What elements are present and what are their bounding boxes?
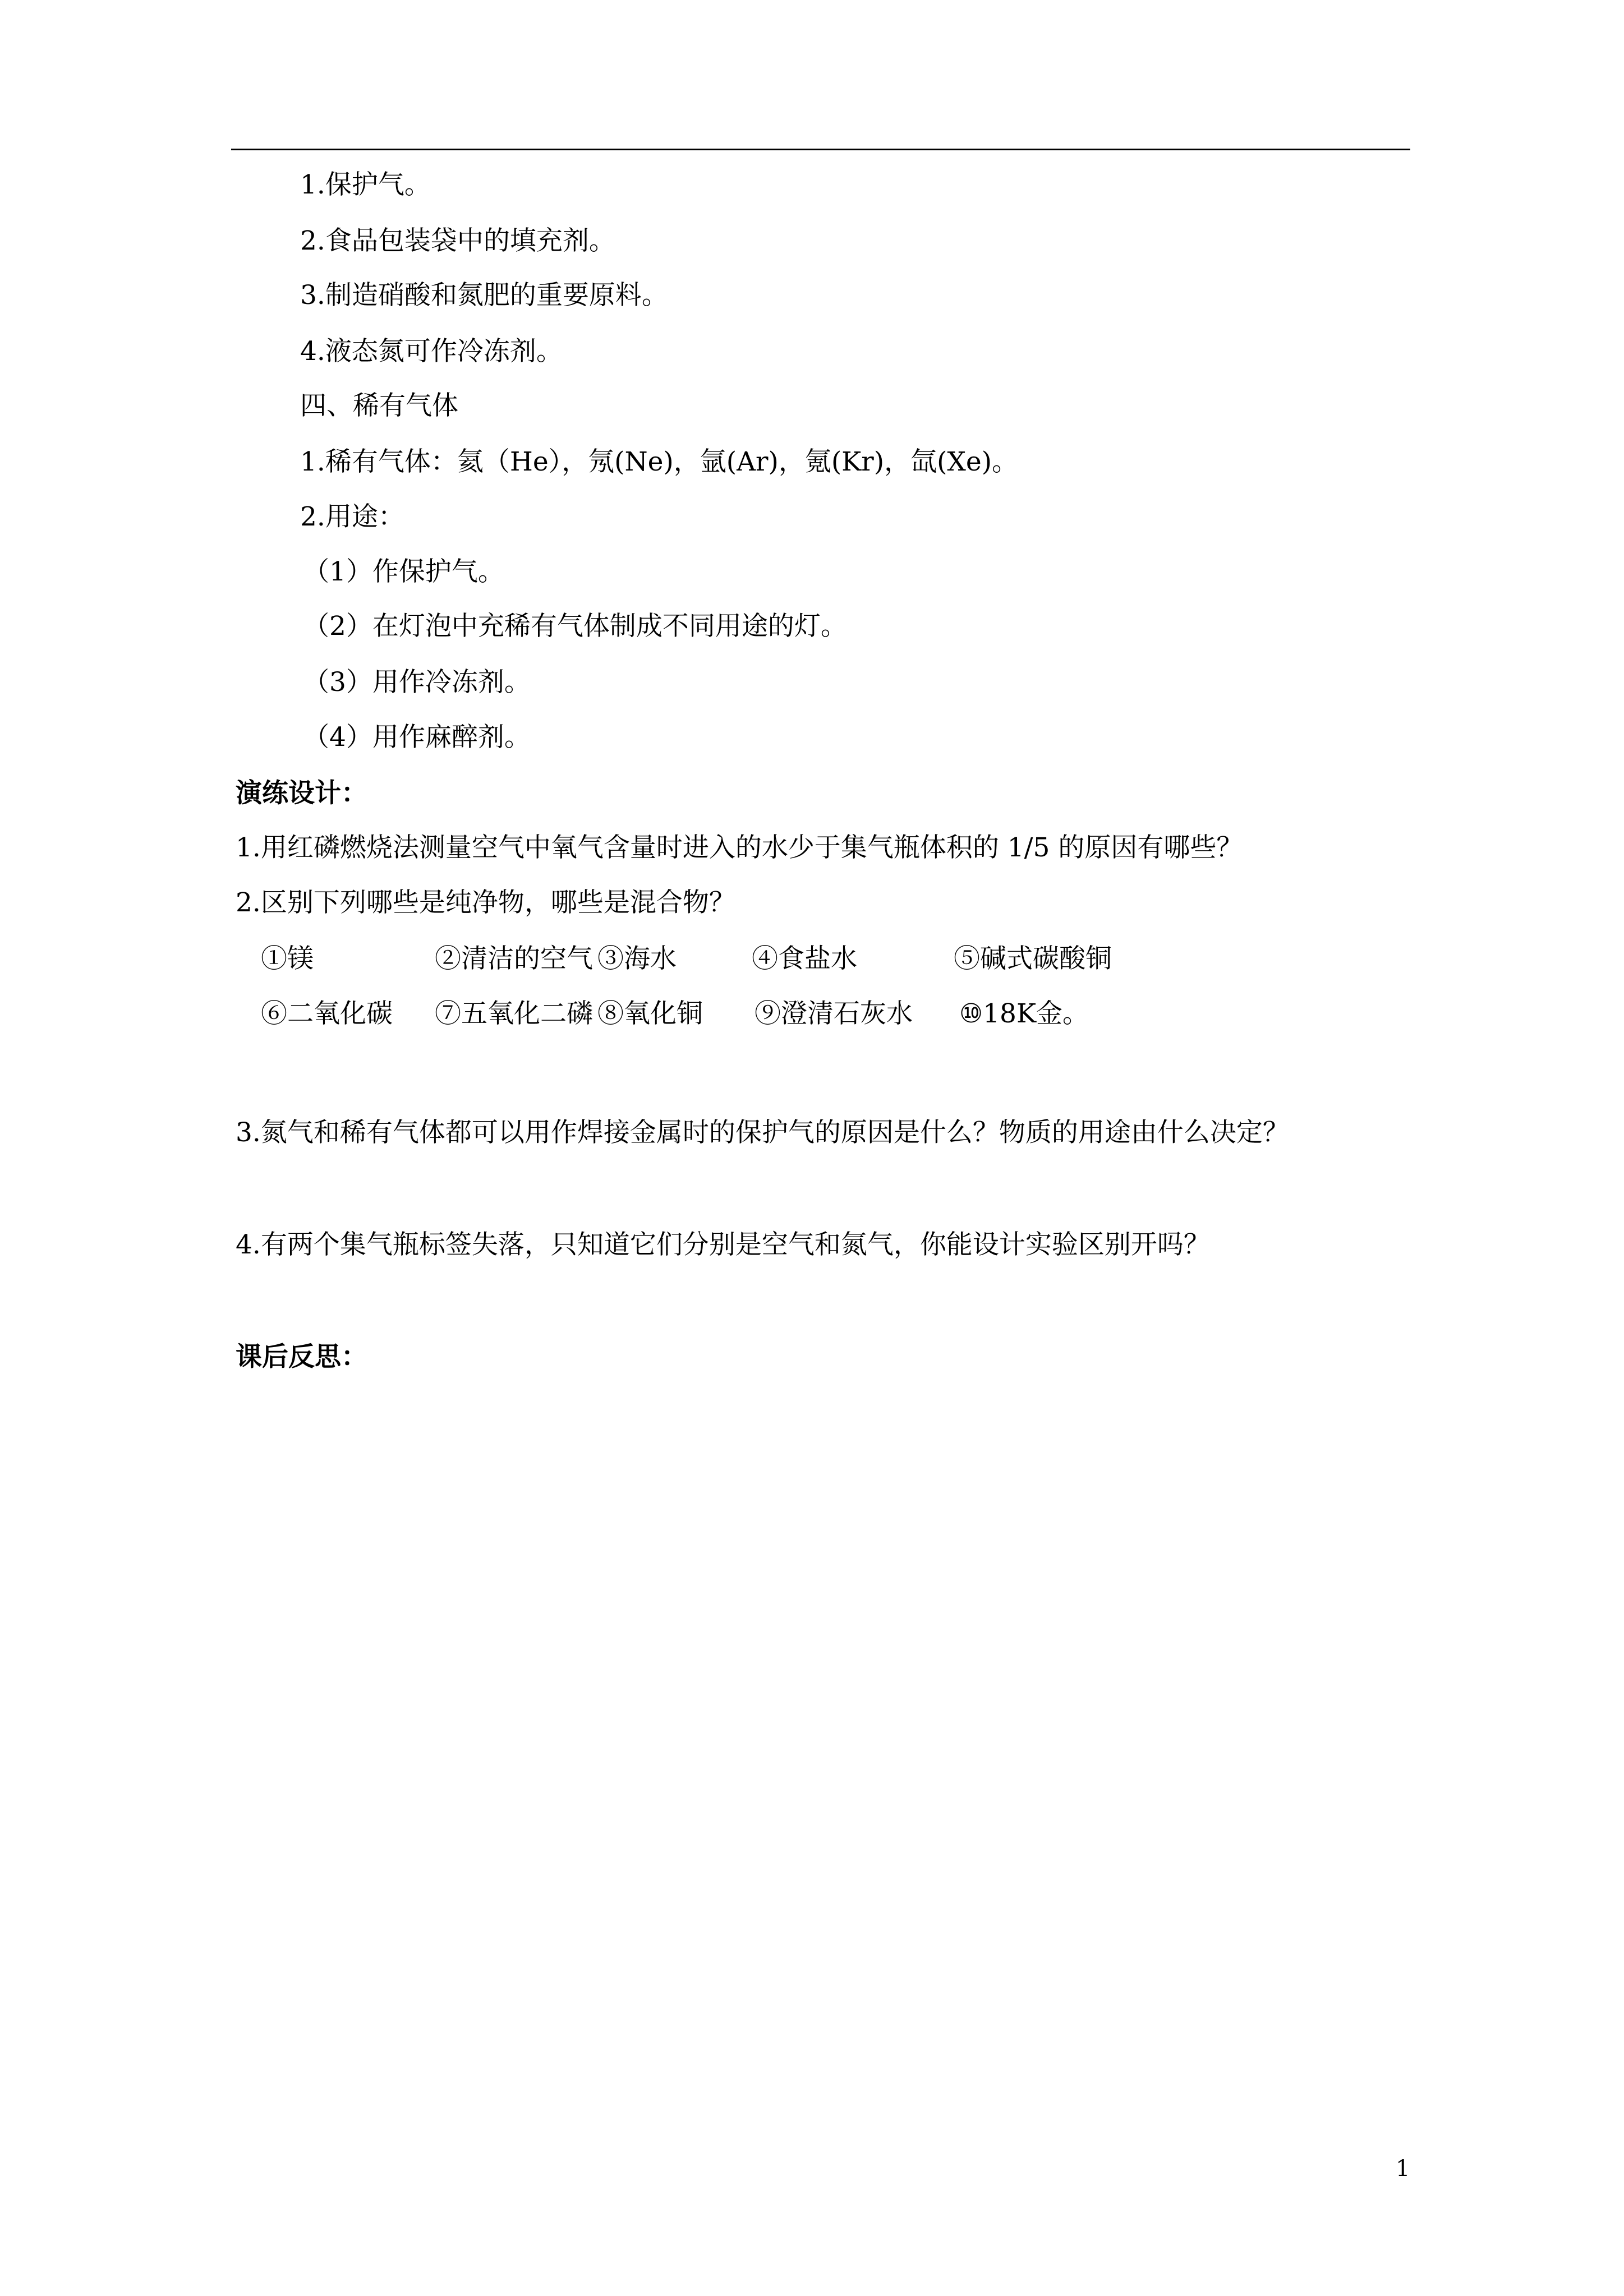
- header-rule: [231, 149, 1410, 150]
- substance-2: ②清洁的空气: [435, 943, 593, 974]
- page-number: 1: [1396, 2156, 1410, 2182]
- substance-8: ⑧氧化铜: [597, 998, 703, 1029]
- rare-gas-use-4: （4）用作麻醉剂。: [303, 722, 531, 753]
- substance-6: ⑥二氧化碳: [261, 998, 393, 1029]
- rare-gases-uses-label: 2.用途：: [300, 501, 404, 532]
- rare-gases-list: 1.稀有气体：氦（He），氖(Ne)，氩(Ar)，氪(Kr)，氙(Xe)。: [300, 446, 1019, 477]
- exercise-heading: 演练设计：: [236, 778, 367, 809]
- substance-3: ③海水: [597, 943, 677, 974]
- substance-7: ⑦五氧化二磷: [435, 998, 593, 1029]
- reflection-heading: 课后反思：: [236, 1341, 367, 1372]
- nitrogen-use-2: 2.食品包装袋中的填充剂。: [300, 225, 615, 256]
- exercise-question-1: 1.用红磷燃烧法测量空气中氧气含量时进入的水少于集气瓶体积的 1/5 的原因有哪些？: [236, 832, 1243, 863]
- nitrogen-use-1: 1.保护气。: [300, 169, 431, 200]
- substance-4: ④食盐水: [752, 943, 857, 974]
- rare-gas-use-3: （3）用作冷冻剂。: [303, 667, 531, 698]
- substance-10: ⑩18K金。: [959, 998, 1089, 1029]
- substance-5: ⑤碱式碳酸铜: [954, 943, 1112, 974]
- exercise-question-4: 4.有两个集气瓶标签失落，只知道它们分别是空气和氮气，你能设计实验区别开吗？: [236, 1229, 1210, 1260]
- rare-gas-use-1: （1）作保护气。: [303, 556, 504, 587]
- exercise-question-2: 2.区别下列哪些是纯净物，哪些是混合物？: [236, 887, 735, 918]
- rare-gas-use-2: （2）在灯泡中充稀有气体制成不同用途的灯。: [303, 611, 847, 642]
- nitrogen-use-3: 3.制造硝酸和氮肥的重要原料。: [300, 280, 668, 311]
- nitrogen-use-4: 4.液态氮可作冷冻剂。: [300, 336, 563, 367]
- exercise-question-3: 3.氮气和稀有气体都可以用作焊接金属时的保护气的原因是什么？物质的用途由什么决定？: [236, 1117, 1289, 1148]
- substance-9: ⑨澄清石灰水: [755, 998, 913, 1029]
- substance-1: ①镁: [261, 943, 314, 974]
- section-four-heading: 四、稀有气体: [300, 390, 458, 421]
